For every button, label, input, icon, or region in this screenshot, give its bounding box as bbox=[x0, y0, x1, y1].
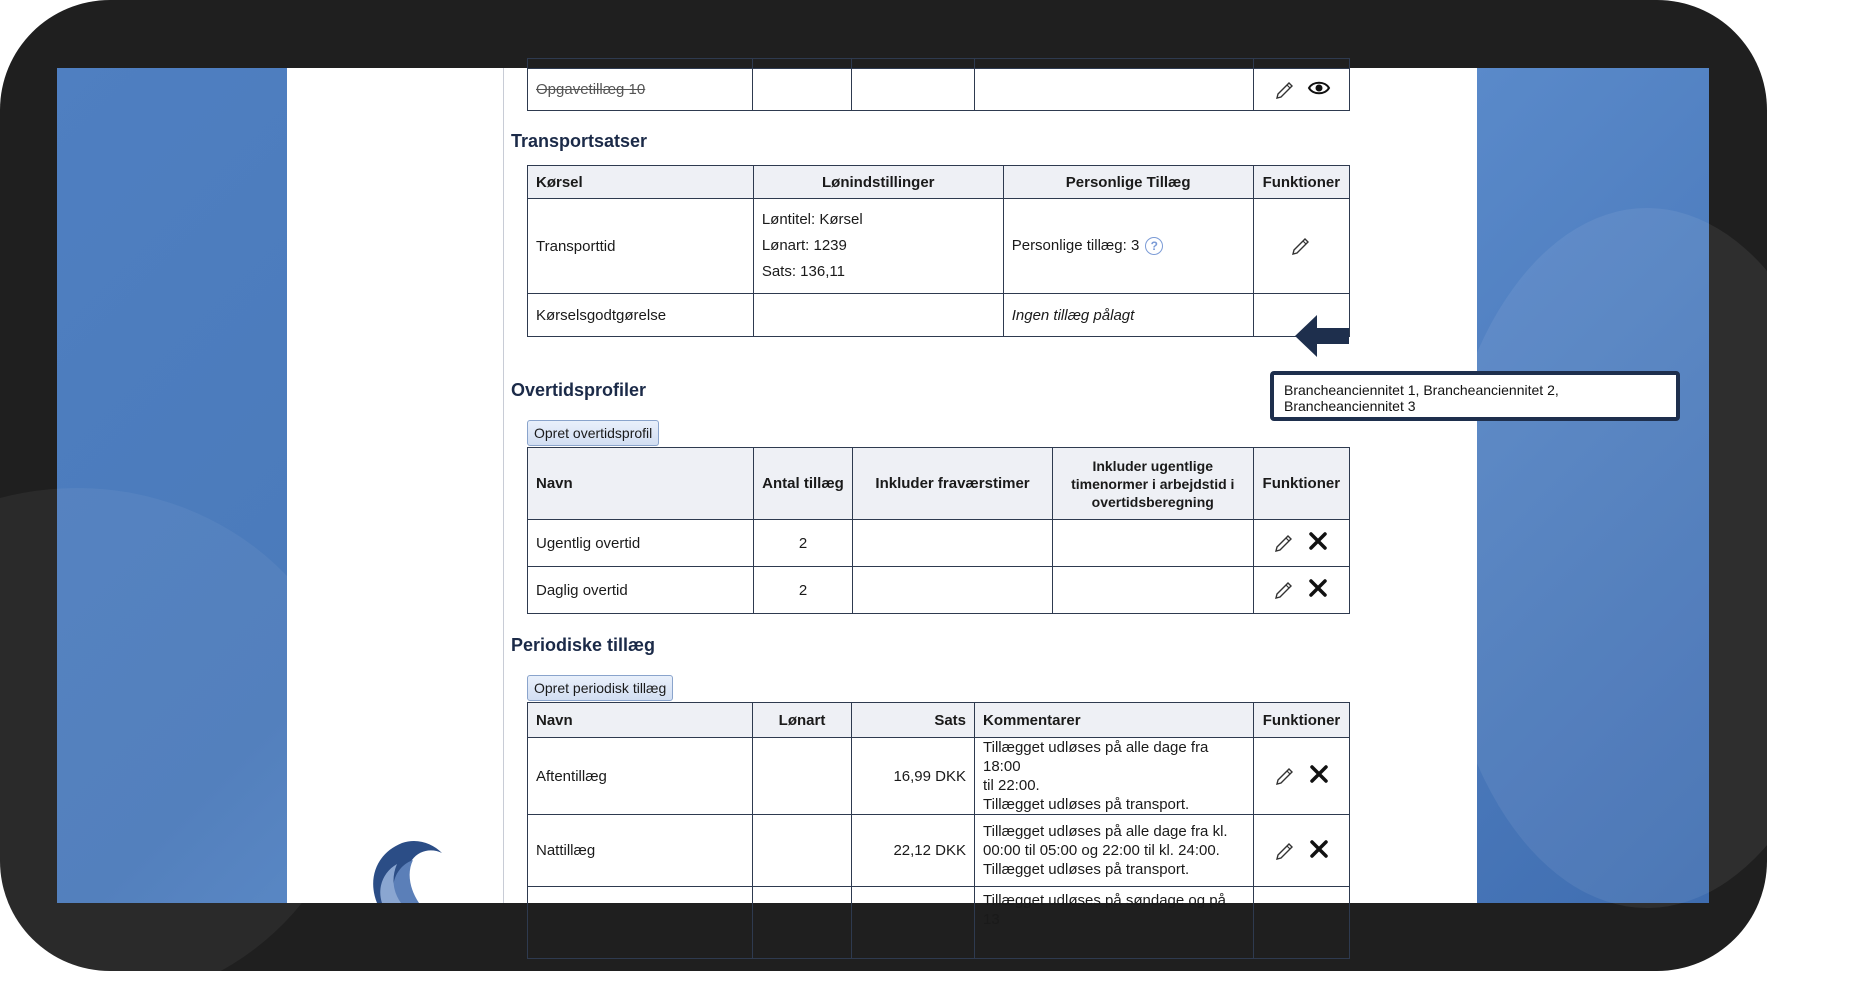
comment-line: Tillægget udløses på alle dage fra kl. bbox=[983, 823, 1228, 840]
tooltip-line: Brancheanciennitet 3 bbox=[1284, 398, 1416, 414]
table-row bbox=[528, 294, 1350, 337]
table-row bbox=[528, 887, 1350, 959]
transport-heading: Transportsatser bbox=[511, 131, 648, 151]
edit-icon[interactable] bbox=[1290, 233, 1312, 255]
col-header: Inkluder fraværstimer bbox=[853, 448, 1053, 520]
comment-line: Tillægget udløses på transport. bbox=[983, 796, 1190, 813]
antal-tillaeg: 2 bbox=[753, 567, 852, 614]
personlige-tillaeg: Ingen tillæg pålagt bbox=[1003, 294, 1253, 337]
comment-line: til 22:00. bbox=[983, 777, 1040, 794]
main-content bbox=[287, 68, 1477, 928]
col-header: Funktioner bbox=[1253, 166, 1349, 199]
view-icon[interactable] bbox=[1308, 77, 1330, 99]
periodisk-table bbox=[527, 702, 1350, 959]
antal-tillaeg: 2 bbox=[753, 520, 852, 567]
row-name: Nattillæg bbox=[528, 815, 753, 887]
tooltip-personlige-tillaeg bbox=[1270, 371, 1680, 421]
col-header: Navn bbox=[528, 703, 753, 738]
table-row bbox=[528, 815, 1350, 887]
table-row bbox=[528, 567, 1350, 614]
col-header: Sats bbox=[852, 703, 975, 738]
col-header: Lønart bbox=[753, 703, 852, 738]
comment-line: 00:00 til 05:00 og 22:00 til kl. 24:00. bbox=[983, 842, 1220, 859]
desktop bbox=[57, 68, 1709, 928]
overtid-table bbox=[527, 447, 1350, 614]
comment-line: Tillægget udløses på alle dage fra 18:00 bbox=[983, 739, 1209, 775]
row-name: Ugentlig overtid bbox=[528, 520, 754, 567]
create-overtidsprofil-button[interactable]: Opret overtidsprofil bbox=[527, 420, 659, 446]
tooltip-line: Brancheanciennitet 1, Brancheanciennitet 2, bbox=[1284, 382, 1559, 398]
col-header: Navn bbox=[528, 448, 754, 520]
col-header: Lønindstillinger bbox=[753, 166, 1003, 199]
edit-icon[interactable] bbox=[1273, 577, 1295, 599]
edit-icon[interactable] bbox=[1273, 530, 1295, 552]
table-row bbox=[528, 199, 1350, 294]
col-header: Kommentarer bbox=[975, 703, 1254, 738]
loentitel: Løntitel: Kørsel bbox=[761, 211, 863, 228]
annotation-arrow-icon bbox=[1293, 313, 1351, 359]
personlige-tillaeg: Personlige tillæg: 3 bbox=[1011, 236, 1140, 254]
edit-icon[interactable] bbox=[1274, 838, 1296, 860]
opgave-table bbox=[527, 58, 1350, 111]
periodisk-heading: Periodiske tillæg bbox=[511, 635, 656, 655]
table-row bbox=[528, 69, 1350, 111]
row-name: Transporttid bbox=[528, 199, 754, 294]
sats-value: 22,12 DKK bbox=[852, 815, 975, 887]
sats-value: 16,99 DKK bbox=[852, 738, 975, 815]
delete-icon[interactable] bbox=[1308, 838, 1330, 860]
col-header: Funktioner bbox=[1254, 703, 1350, 738]
help-icon[interactable]: ? bbox=[1145, 237, 1163, 255]
table-row bbox=[528, 738, 1350, 815]
col-header: Antal tillæg bbox=[753, 448, 852, 520]
delete-icon[interactable] bbox=[1308, 763, 1330, 785]
create-periodisk-button[interactable]: Opret periodisk tillæg bbox=[527, 675, 673, 701]
sats: Sats: 136,11 bbox=[761, 263, 845, 280]
col-header: Kørsel bbox=[528, 166, 754, 199]
edit-icon[interactable] bbox=[1274, 763, 1296, 785]
opgave-name: Opgavetillæg 10 bbox=[528, 69, 753, 111]
row-name: Kørselsgodtgørelse bbox=[528, 294, 754, 337]
col-header: Inkluder ugentlige timenormer i arbejdstid i overtidsberegning bbox=[1052, 448, 1253, 520]
col-header: Personlige Tillæg bbox=[1003, 166, 1253, 199]
table-row bbox=[528, 520, 1350, 567]
edit-icon[interactable] bbox=[1274, 77, 1296, 99]
col-header: Funktioner bbox=[1253, 448, 1349, 520]
comment-line: Tillægget udløses på transport. bbox=[983, 861, 1190, 878]
wallpaper-swoosh bbox=[1437, 208, 1857, 908]
transport-table bbox=[527, 165, 1350, 337]
browser-page bbox=[287, 68, 1477, 928]
loenart: Lønart: 1239 bbox=[761, 237, 847, 254]
comment-line: Tillægget udløses på søndage og på 13 bbox=[983, 892, 1226, 928]
delete-icon[interactable] bbox=[1307, 530, 1329, 552]
delete-icon[interactable] bbox=[1307, 577, 1329, 599]
row-name: Daglig overtid bbox=[528, 567, 754, 614]
overtid-heading: Overtidsprofiler bbox=[511, 380, 647, 400]
row-name: Aftentillæg bbox=[528, 738, 753, 815]
